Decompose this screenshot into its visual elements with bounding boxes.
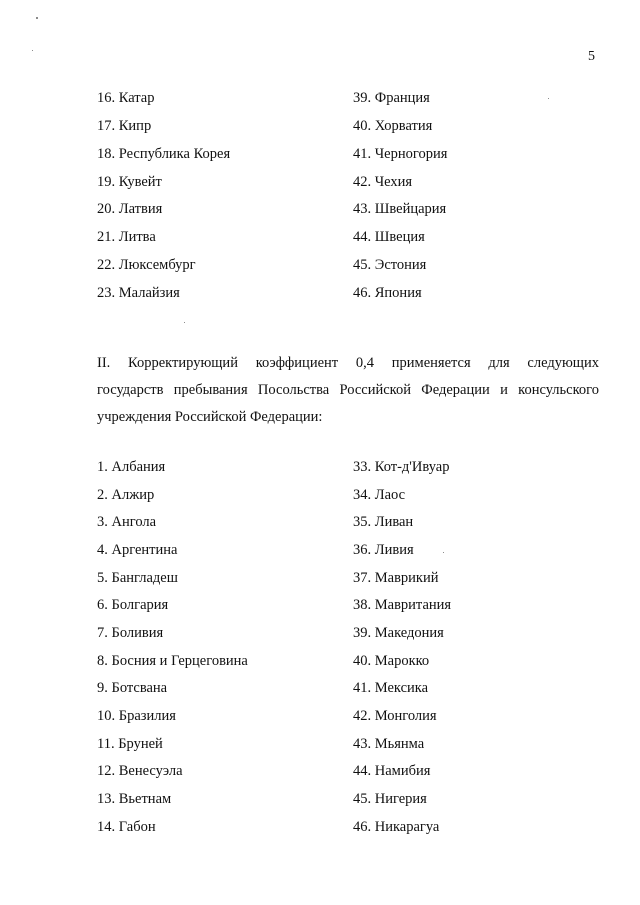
list-item: 44. Швеция xyxy=(353,229,425,245)
list-item: 45. Эстония xyxy=(353,257,427,273)
scan-speck xyxy=(548,98,549,99)
page-number: 5 xyxy=(588,49,595,64)
list-item: 34. Лаос xyxy=(353,487,406,503)
list-item: 23. Малайзия xyxy=(97,285,180,301)
list-item: 21. Литва xyxy=(97,229,156,245)
list-item: 1. Албания xyxy=(97,459,166,475)
paragraph-line: учреждения Российской Федерации: xyxy=(97,409,323,425)
list-item: 5. Бангладеш xyxy=(97,570,178,586)
list-item: 38. Мавритания xyxy=(353,597,452,613)
list-item: 20. Латвия xyxy=(97,201,163,217)
list-item: 43. Мьянма xyxy=(353,736,425,752)
list-item: 40. Хорватия xyxy=(353,118,433,134)
list-item: 37. Маврикий xyxy=(353,570,439,586)
list-item: 4. Аргентина xyxy=(97,542,178,558)
scan-speck xyxy=(32,50,33,51)
list-item: 14. Габон xyxy=(97,819,156,835)
list-item: 39. Франция xyxy=(353,90,430,106)
list-item: 42. Монголия xyxy=(353,708,437,724)
paragraph-line: государств пребывания Посольства Российской Федерации и консульского xyxy=(97,382,599,398)
list-item: 12. Венесуэла xyxy=(97,763,183,779)
list-item: 22. Люксембург xyxy=(97,257,196,273)
list-item: 11. Бруней xyxy=(97,736,163,752)
list-item: 7. Боливия xyxy=(97,625,164,641)
paragraph-line: II. Корректирующий коэффициент 0,4 применяется для следующих xyxy=(97,355,599,371)
list-item: 46. Никарагуа xyxy=(353,819,440,835)
list-item: 41. Мексика xyxy=(353,680,429,696)
scan-speck xyxy=(184,322,185,323)
list-item: 45. Нигерия xyxy=(353,791,427,807)
list-item: 16. Катар xyxy=(97,90,155,106)
list-item: 43. Швейцария xyxy=(353,201,447,217)
list-item: 6. Болгария xyxy=(97,597,169,613)
section-ii-paragraph xyxy=(97,350,599,431)
list-item: 9. Ботсвана xyxy=(97,680,168,696)
list-item: 18. Республика Корея xyxy=(97,146,231,162)
list-item: 42. Чехия xyxy=(353,174,413,190)
list-item: 39. Македония xyxy=(353,625,444,641)
scan-speck xyxy=(36,17,38,19)
list-item: 40. Марокко xyxy=(353,653,430,669)
scan-speck xyxy=(443,552,444,553)
list-item: 46. Япония xyxy=(353,285,422,301)
list-item: 8. Босния и Герцеговина xyxy=(97,653,248,669)
list-item: 33. Кот-д'Ивуар xyxy=(353,459,450,475)
list-item: 41. Черногория xyxy=(353,146,448,162)
list-item: 19. Кувейт xyxy=(97,174,162,190)
list-item: 36. Ливия xyxy=(353,542,414,558)
list-item: 10. Бразилия xyxy=(97,708,176,724)
list-item: 13. Вьетнам xyxy=(97,791,172,807)
list-item: 35. Ливан xyxy=(353,514,414,530)
list-item: 2. Алжир xyxy=(97,487,155,503)
list-item: 44. Намибия xyxy=(353,763,431,779)
list-item: 17. Кипр xyxy=(97,118,152,134)
list-item: 3. Ангола xyxy=(97,514,157,530)
